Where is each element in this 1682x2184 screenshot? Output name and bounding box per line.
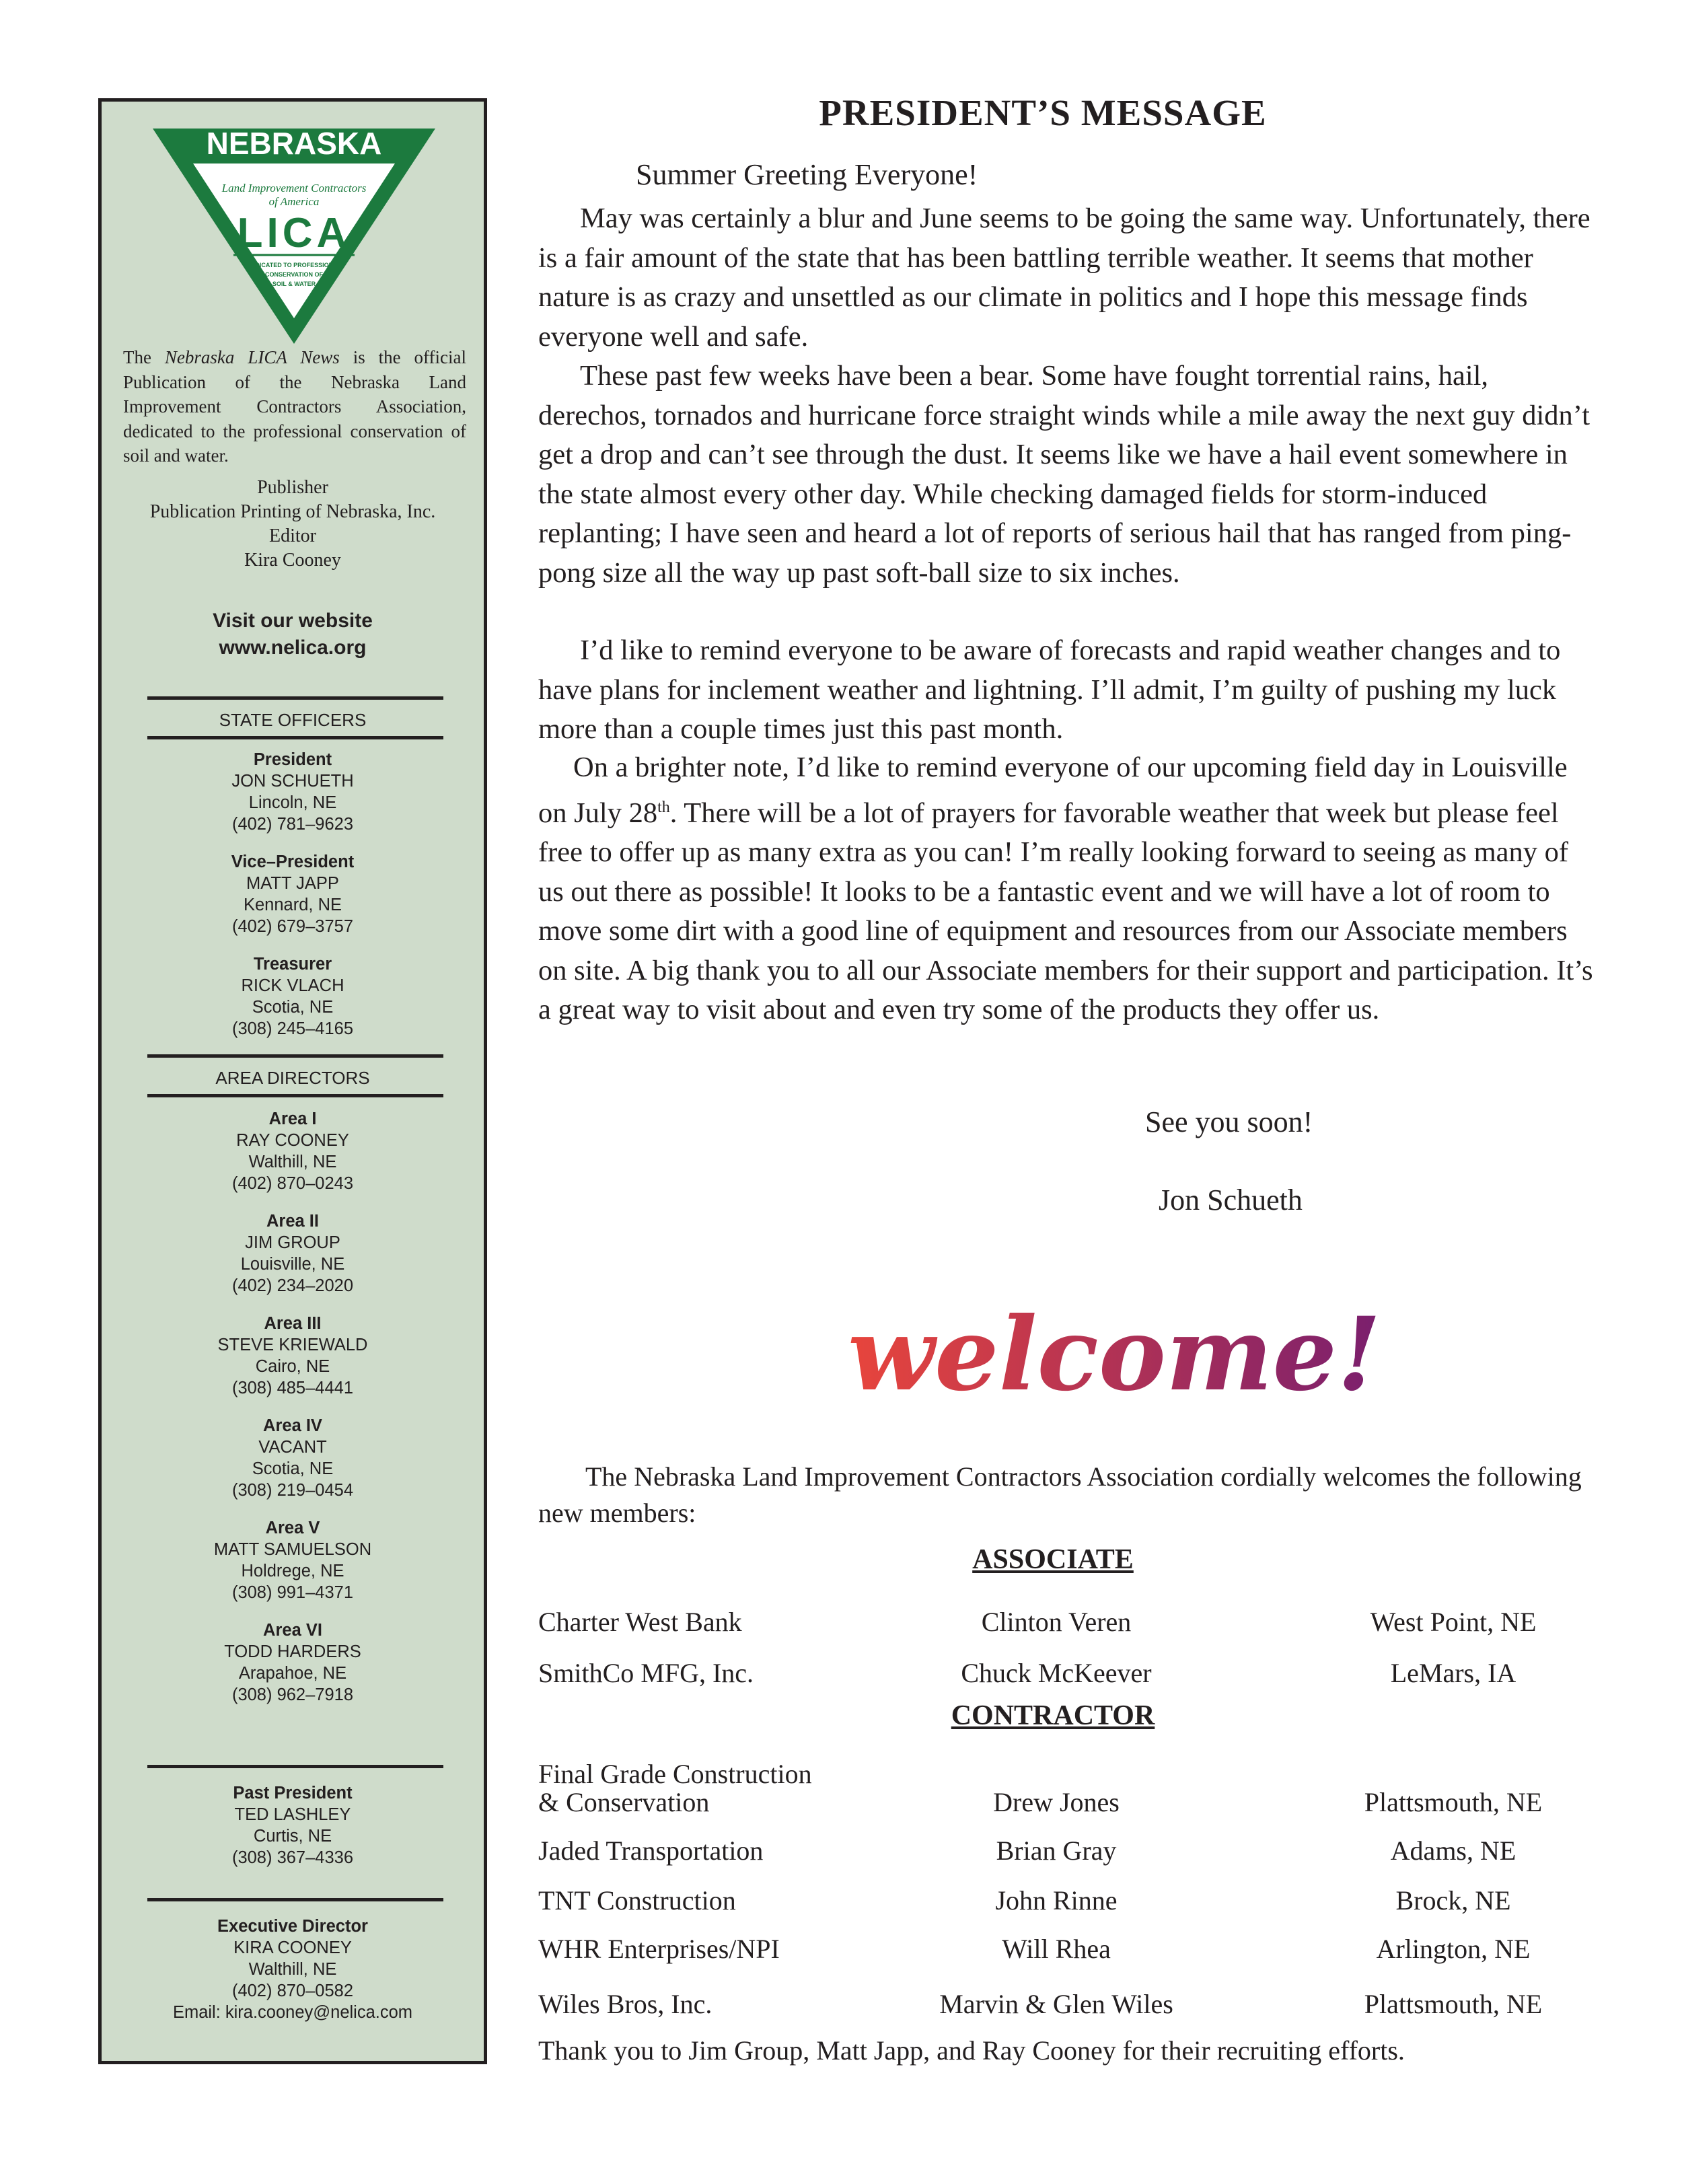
officer-city: Lincoln, NE bbox=[248, 793, 337, 812]
director-phone: (402) 234–2020 bbox=[231, 1276, 354, 1295]
editor-label: Editor bbox=[269, 525, 316, 546]
member-contact: John Rinne bbox=[995, 1885, 1118, 1916]
member-contact: Marvin & Glen Wiles bbox=[939, 1989, 1173, 2019]
director-phone: (308) 962–7918 bbox=[231, 1685, 354, 1704]
state-officers-title: STATE OFFICERS bbox=[219, 710, 367, 730]
member-row bbox=[0, 1759, 1682, 1817]
intro-publication-name: Nebraska LICA News bbox=[164, 347, 340, 367]
logo-name: NEBRASKA bbox=[206, 126, 382, 161]
paragraph-text: On a brighter note, I’d like to remind everyone of our upcoming field day in Louisville on July 28 bbox=[538, 752, 1568, 829]
publication-intro bbox=[123, 345, 466, 468]
contractor-heading: CONTRACTOR bbox=[951, 1700, 1155, 1731]
divider bbox=[147, 696, 443, 700]
divider bbox=[147, 1054, 443, 1058]
member-company: SmithCo MFG, Inc. bbox=[538, 1658, 754, 1688]
officer-city: Kennard, NE bbox=[243, 896, 342, 914]
member-location: Plattsmouth, NE bbox=[1364, 1989, 1543, 2019]
officer-role: Vice–President bbox=[231, 852, 355, 871]
past-president-city: Curtis, NE bbox=[253, 1827, 332, 1846]
member-row bbox=[0, 1909, 1682, 1963]
message-paragraph: May was certainly a blur and June seems to be going the same way. Unfortunately, there is a fair amount of the state that has been battling terrible weather. It seems that mother nature is as crazy and unsettled as our climate in politics and I hope this message finds everyone well and safe. bbox=[538, 203, 1590, 353]
officer-role: President bbox=[253, 750, 332, 769]
thanks-note: Thank you to Jim Group, Matt Japp, and Ray Cooney for their recruiting efforts. bbox=[538, 2035, 1405, 2066]
past-president-phone: (308) 367–4336 bbox=[231, 1848, 354, 1867]
officer-entry bbox=[102, 953, 484, 1040]
director-area: Area III bbox=[264, 1314, 322, 1333]
officer-role: Treasurer bbox=[253, 955, 332, 974]
member-row bbox=[0, 1861, 1682, 1915]
officer-entry bbox=[102, 851, 484, 937]
logo-tagline1: DEDICATED TO PROFESSIONAL bbox=[246, 262, 342, 268]
director-entry bbox=[102, 1108, 484, 1194]
director-area: Area V bbox=[265, 1519, 320, 1537]
member-contact: Chuck McKeever bbox=[961, 1658, 1152, 1688]
member-company: Final Grade Construction & Conservation bbox=[538, 1759, 812, 1817]
member-row bbox=[0, 1965, 1682, 2018]
member-location: Plattsmouth, NE bbox=[1364, 1787, 1543, 1817]
member-company: WHR Enterprises/NPI bbox=[538, 1934, 780, 1964]
member-location: LeMars, IA bbox=[1390, 1658, 1516, 1688]
logo-org-line1: Land Improvement Contractors bbox=[221, 182, 367, 194]
past-president-name: TED LASHLEY bbox=[234, 1805, 351, 1824]
divider bbox=[147, 736, 443, 739]
area-directors-title: AREA DIRECTORS bbox=[215, 1068, 370, 1088]
ordinal-suffix: th bbox=[657, 798, 670, 816]
publisher-block bbox=[102, 476, 484, 573]
member-location: Adams, NE bbox=[1390, 1835, 1516, 1866]
member-row bbox=[0, 1582, 1682, 1636]
paragraph-text: . There will be a lot of prayers for favorable weather that week but please feel free to offer up as many extra as you can! I’m really looking forward to seeing as many of us out there as possible! It looks to be a fantastic event and we will have a lot of room to move some dirt with a good line of equipment and resources from our Associate members on site. A big thank you to all our Associate members for their support and participation. It’s a great way to visit about and even try some of the products they offer us. bbox=[538, 797, 1593, 1026]
director-entry bbox=[102, 1210, 484, 1297]
message-paragraph: These past few weeks have been a bear. Some have fought torrential rains, hail, derechos, tornados and hurricane force straight winds while a mile away the next guy didn’t get a drop and can’t see through the dust. It seems like we have a hail event somewhere in the state almost every other day. While checking damaged fields for storm-induced replanting; I have seen and heard a lot of reports of serious hail that has ranged from ping-pong size all the way up past soft-ball size to six inches. bbox=[538, 360, 1590, 589]
past-president-label: Past President bbox=[233, 1784, 353, 1803]
member-contact: Brian Gray bbox=[996, 1835, 1117, 1866]
welcome-art-text: welcome! bbox=[848, 1295, 1381, 1414]
welcome-graphic bbox=[834, 1282, 1381, 1450]
officer-name: RICK VLACH bbox=[241, 976, 344, 995]
director-phone: (402) 870–0243 bbox=[231, 1174, 354, 1193]
director-name: VACANT bbox=[258, 1438, 327, 1457]
closing: See you soon! bbox=[1145, 1105, 1313, 1138]
director-phone: (308) 219–0454 bbox=[231, 1481, 354, 1500]
message-paragraph bbox=[538, 748, 1595, 1030]
member-contact: Clinton Veren bbox=[981, 1607, 1132, 1637]
member-location: Brock, NE bbox=[1395, 1885, 1511, 1916]
officer-phone: (402) 679–3757 bbox=[231, 917, 354, 936]
website-block bbox=[102, 608, 484, 661]
executive-director-phone: (402) 870–0582 bbox=[231, 1981, 354, 2000]
officer-phone: (308) 245–4165 bbox=[231, 1019, 354, 1038]
director-entry bbox=[102, 1415, 484, 1501]
website-link[interactable]: www.nelica.org bbox=[219, 636, 367, 659]
director-area: Area VI bbox=[263, 1621, 322, 1640]
nebraska-lica-logo bbox=[146, 122, 442, 351]
logo-tagline2: CONSERVATION OF bbox=[264, 271, 324, 278]
page-title: PRESIDENT’S MESSAGE bbox=[819, 92, 1267, 133]
logo-chapter: CHAPTER bbox=[269, 163, 319, 174]
member-company: TNT Construction bbox=[538, 1885, 736, 1916]
director-city: Scotia, NE bbox=[252, 1459, 334, 1478]
member-contact: Will Rhea bbox=[1002, 1934, 1111, 1964]
director-area: Area I bbox=[268, 1109, 317, 1128]
signature: Jon Schueth bbox=[1159, 1184, 1303, 1216]
director-phone: (308) 485–4441 bbox=[231, 1379, 354, 1397]
director-phone: (308) 991–4371 bbox=[231, 1583, 354, 1602]
member-company: Charter West Bank bbox=[538, 1607, 742, 1637]
intro-pre: The bbox=[123, 347, 165, 367]
member-location: Arlington, NE bbox=[1376, 1934, 1531, 1964]
divider bbox=[147, 1094, 443, 1097]
message-paragraph: I’d like to remind everyone to be aware of forecasts and rapid weather changes and to have plans for inclement weather and lightning. I’ll admit, I’m guilty of pushing my luck more than a couple times just this past month. bbox=[538, 634, 1561, 745]
director-area: Area IV bbox=[263, 1416, 322, 1435]
director-name: MATT SAMUELSON bbox=[213, 1540, 372, 1559]
director-city: Cairo, NE bbox=[255, 1357, 330, 1376]
director-city: Walthill, NE bbox=[248, 1153, 337, 1171]
welcome-intro: The Nebraska Land Improvement Contractors Association cordially welcomes the following new members: bbox=[538, 1461, 1582, 1528]
officer-entry bbox=[102, 749, 484, 835]
visit-label: Visit our website bbox=[213, 610, 373, 632]
logo-org-line2: of America bbox=[268, 195, 320, 208]
executive-director-name: KIRA COONEY bbox=[233, 1938, 352, 1957]
greeting: Summer Greeting Everyone! bbox=[636, 158, 978, 191]
executive-director-label: Executive Director bbox=[217, 1917, 368, 1936]
officer-phone: (402) 781–9623 bbox=[231, 815, 354, 834]
publisher-name: Publication Printing of Nebraska, Inc. bbox=[149, 501, 436, 522]
director-city: Arapahoe, NE bbox=[238, 1664, 347, 1683]
director-area: Area II bbox=[266, 1212, 319, 1231]
executive-director-city: Walthill, NE bbox=[248, 1960, 337, 1979]
officer-name: MATT JAPP bbox=[246, 874, 339, 893]
member-row bbox=[0, 1634, 1682, 1687]
director-name: JIM GROUP bbox=[245, 1233, 340, 1252]
director-name: TODD HARDERS bbox=[224, 1642, 361, 1661]
director-city: Louisville, NE bbox=[240, 1255, 345, 1274]
member-company: Jaded Transportation bbox=[538, 1835, 764, 1866]
member-contact: Drew Jones bbox=[993, 1787, 1120, 1817]
intro-post: is the official Publication of the Nebraska Land Improvement Contractors Association, dedicated to the professional conservation of soil and water. bbox=[123, 347, 467, 466]
director-city: Holdrege, NE bbox=[241, 1562, 344, 1580]
director-name: RAY COONEY bbox=[236, 1131, 349, 1150]
director-entry bbox=[102, 1313, 484, 1399]
member-row bbox=[0, 1811, 1682, 1865]
editor-name: Kira Cooney bbox=[244, 550, 341, 571]
officer-city: Scotia, NE bbox=[252, 998, 334, 1017]
logo-tagline3: SOIL & WATER bbox=[272, 281, 316, 287]
member-location: West Point, NE bbox=[1370, 1607, 1537, 1637]
publisher-label: Publisher bbox=[257, 477, 328, 498]
member-company: Wiles Bros, Inc. bbox=[538, 1989, 712, 2019]
director-name: STEVE KRIEWALD bbox=[217, 1336, 368, 1354]
associate-heading: ASSOCIATE bbox=[972, 1544, 1134, 1575]
logo-acronym: LICA bbox=[237, 210, 351, 256]
officer-name: JON SCHUETH bbox=[231, 772, 354, 791]
executive-director-email[interactable]: Email: kira.cooney@nelica.com bbox=[172, 2003, 413, 2022]
